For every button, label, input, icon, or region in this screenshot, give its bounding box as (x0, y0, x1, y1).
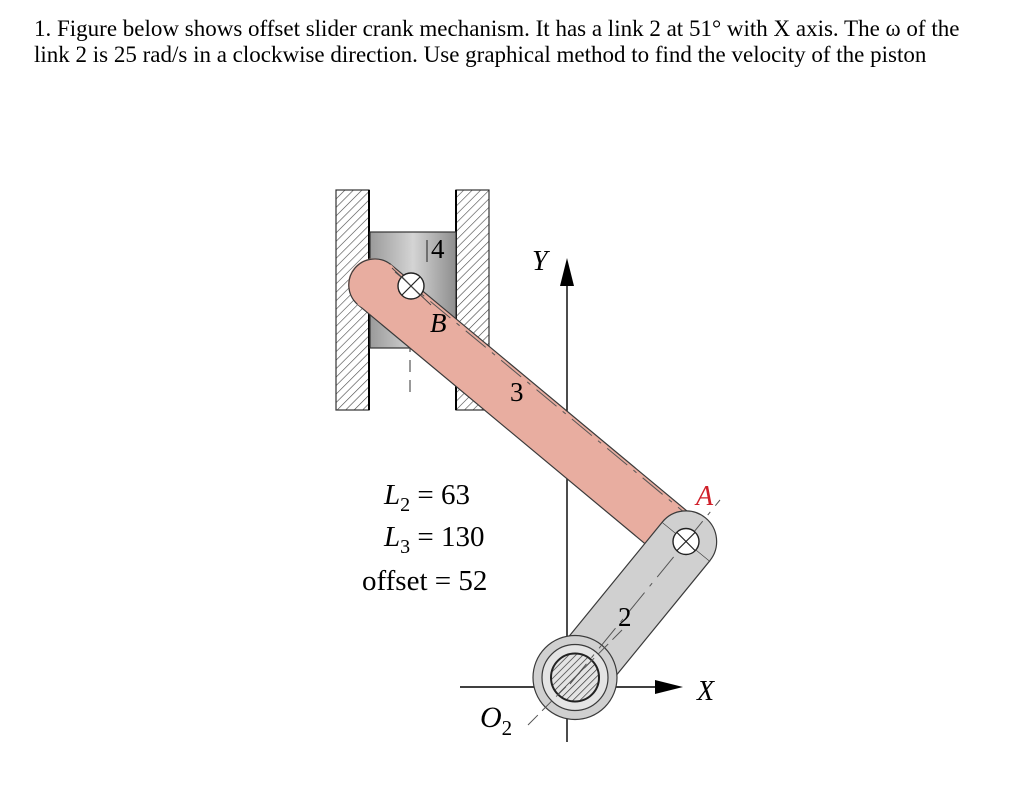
l2-value: = 63 (410, 479, 470, 511)
x-axis-label: X (697, 676, 715, 707)
slider-label: 4 (431, 234, 445, 264)
offset-dimension: offset = 52 (362, 565, 488, 597)
l3-subscript: 3 (400, 536, 411, 558)
pin-a (673, 529, 699, 555)
l3-value: = 130 (410, 521, 485, 553)
question-text: 1. Figure below shows offset slider crank mechanism. It has a link 2 at 51° with X axis. The ω of the link 2 is 25 rad/s in a clockwise direction. Use graphical method to find the velocity of the piston (34, 16, 960, 67)
l2-dimension (383, 479, 470, 516)
link-2-label: 2 (618, 602, 632, 632)
l2-subscript: 2 (400, 494, 411, 516)
pivot-letter: O (480, 701, 502, 734)
pivot-label (480, 701, 512, 740)
l2-letter: L (384, 479, 401, 511)
pin-a-label: A (696, 481, 714, 512)
link-3 (348, 258, 703, 564)
pivot-subscript: 2 (501, 716, 513, 740)
y-axis-label: Y (532, 246, 548, 277)
l3-letter: L (384, 521, 401, 553)
pin-b-label: B (430, 308, 447, 338)
link-3-label: 3 (510, 377, 524, 407)
l3-dimension (383, 521, 485, 558)
